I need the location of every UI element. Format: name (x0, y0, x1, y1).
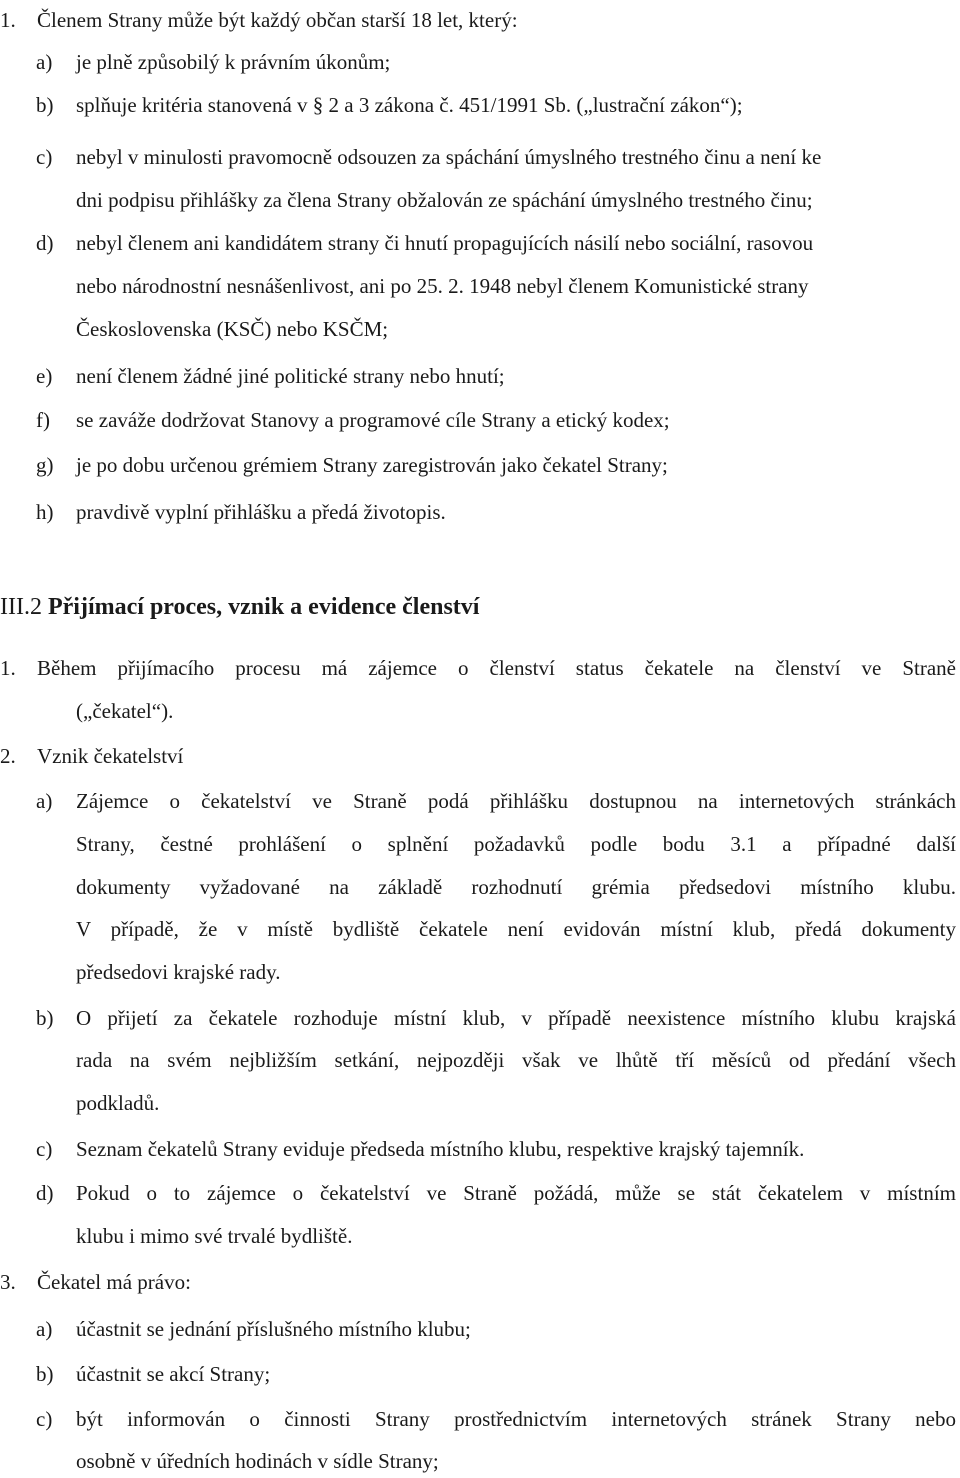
sub-item-text: účastnit se akcí Strany; (76, 1362, 271, 1386)
sub-marker: c) (36, 1407, 53, 1431)
sub-item-continuation: podkladů. (76, 1091, 160, 1115)
sub-marker: h) (36, 500, 54, 524)
list-item-text: Členem Strany může být každý občan starší 18 let, který: (37, 8, 518, 32)
sub-marker: d) (36, 231, 54, 255)
sub-marker: b) (36, 93, 54, 117)
sub-item-text: být informován o činnosti Strany prostřednictvím internetových stránek Strany nebo (76, 1407, 956, 1431)
sub-item-text: se zaváže dodržovat Stanovy a programové cíle Strany a etický kodex; (76, 408, 670, 432)
sub-item-continuation: rada na svém nejbližším setkání, nejpozději však ve lhůtě tří měsíců od předání všech (76, 1048, 956, 1072)
list-item-text: Čekatel má právo: (37, 1270, 191, 1294)
list-item-continuation: („čekatel“). (76, 699, 174, 723)
sub-marker: c) (36, 145, 53, 169)
sub-marker: b) (36, 1362, 54, 1386)
sub-item-continuation: klubu i mimo své trvalé bydliště. (76, 1224, 353, 1248)
sub-marker: a) (36, 1317, 53, 1341)
list-item-text: Vznik čekatelství (37, 744, 184, 768)
sub-item-continuation: Československa (KSČ) nebo KSČM; (76, 317, 389, 341)
sub-item-text: je po dobu určenou grémiem Strany zaregistrován jako čekatel Strany; (76, 453, 668, 477)
sub-item-continuation: dokumenty vyžadované na základě rozhodnutí grémia předsedovi místního klubu. (76, 875, 956, 899)
sub-item-continuation: Strany, čestné prohlášení o splnění požadavků podle bodu 3.1 a případné další (76, 832, 956, 856)
sub-marker: d) (36, 1181, 54, 1205)
list-marker: 1. (0, 8, 16, 32)
sub-item-continuation: osobně v úředních hodinách v sídle Strany; (76, 1449, 439, 1473)
sub-marker: f) (36, 408, 50, 432)
section-title: Přijímací proces, vznik a evidence členství (47, 594, 480, 620)
sub-item-text: splňuje kritéria stanovená v § 2 a 3 zákona č. 451/1991 Sb. („lustrační zákon“); (76, 93, 743, 117)
sub-marker: b) (36, 1006, 54, 1030)
sub-item-text: O přijetí za čekatele rozhoduje místní klub, v případě neexistence místního klubu krajská (76, 1006, 956, 1030)
sub-item-text: pravdivě vyplní přihlášku a předá životopis. (76, 500, 446, 524)
sub-item-text: účastnit se jednání příslušného místního klubu; (76, 1317, 471, 1341)
list-marker: 3. (0, 1270, 16, 1294)
sub-item-text: nebyl v minulosti pravomocně odsouzen za spáchání úmyslného trestného činu a není ke (76, 145, 822, 169)
section-number: III.2 (0, 594, 42, 620)
sub-item-continuation: nebo národnostní nesnášenlivost, ani po 25. 2. 1948 nebyl členem Komunistické strany (76, 274, 809, 298)
sub-item-text: nebyl členem ani kandidátem strany či hnutí propagujících násilí nebo sociální, rasovou (76, 231, 814, 255)
sub-item-text: Pokud o to zájemce o čekatelství ve Straně požádá, může se stát čekatelem v místním (76, 1181, 956, 1205)
section-heading (0, 592, 479, 622)
sub-item-continuation: předsedovi krajské rady. (76, 960, 281, 984)
sub-marker: c) (36, 1137, 53, 1161)
sub-marker: g) (36, 453, 54, 477)
sub-marker: a) (36, 789, 53, 813)
sub-item-text: Seznam čekatelů Strany eviduje předseda místního klubu, respektive krajský tajemník. (76, 1137, 805, 1161)
sub-item-text: není členem žádné jiné politické strany nebo hnutí; (76, 364, 505, 388)
sub-item-continuation: V případě, že v místě bydliště čekatele není evidován místní klub, předá dokumenty (76, 917, 956, 941)
list-marker: 1. (0, 656, 16, 680)
sub-marker: e) (36, 364, 53, 388)
sub-item-continuation: dni podpisu přihlášky za člena Strany obžalován ze spáchání úmyslného trestného činu; (76, 188, 813, 212)
list-item-text: Během přijímacího procesu má zájemce o členství status čekatele na členství ve Straně (37, 656, 956, 680)
sub-item-text: je plně způsobilý k právním úkonům; (76, 50, 391, 74)
sub-item-text: Zájemce o čekatelství ve Straně podá přihlášku dostupnou na internetových stránkách (76, 789, 956, 813)
sub-marker: a) (36, 50, 53, 74)
list-marker: 2. (0, 744, 16, 768)
